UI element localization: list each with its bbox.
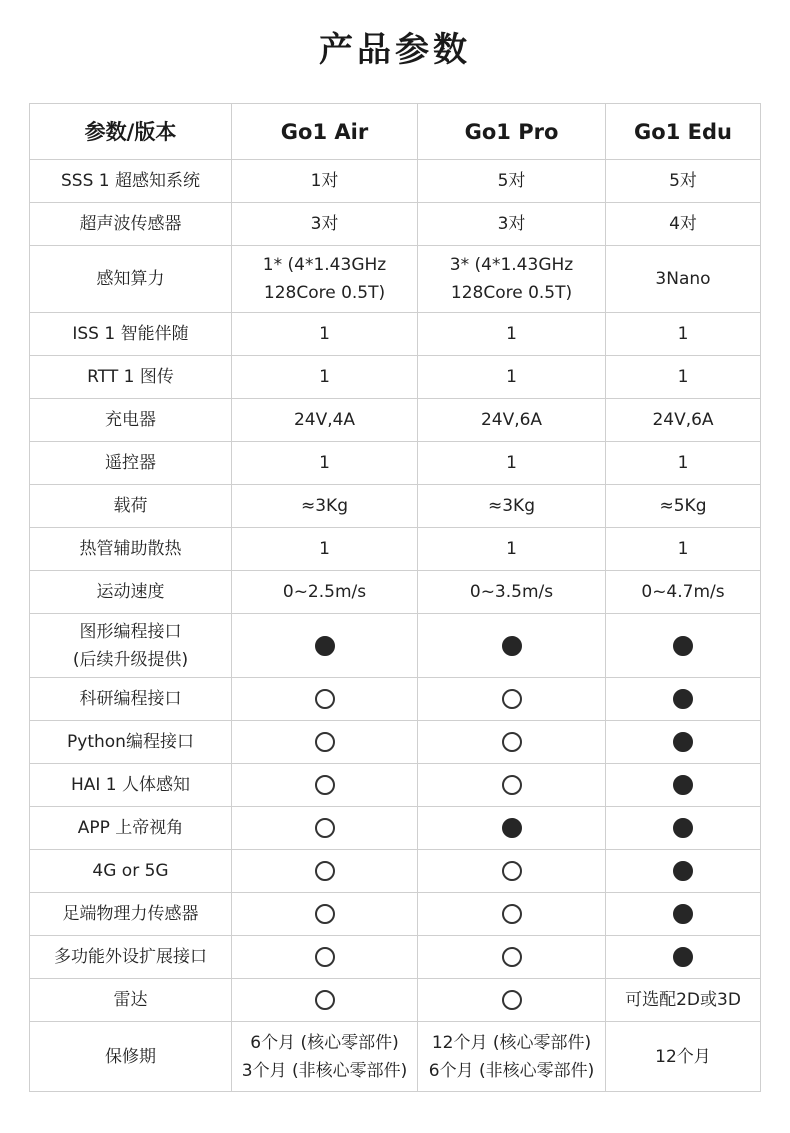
table-cell: 24V,4A [232,399,418,442]
table-row [30,203,761,246]
row-label: APP 上帝视角 [30,807,232,850]
page-title: 产品参数 [319,30,471,70]
table-cell [418,893,606,936]
table-cell [232,764,418,807]
filled-circle-icon [502,818,522,838]
table-cell [232,807,418,850]
filled-circle-icon [673,818,693,838]
table-cell [418,979,606,1022]
row-label: 图形编程接口 (后续升级提供) [30,614,232,678]
empty-circle-icon [502,904,522,924]
table-row [30,807,761,850]
table-cell [606,936,761,979]
table-cell [418,807,606,850]
table-cell: 6个月 (核心零部件) 3个月 (非核心零部件) [232,1022,418,1092]
filled-circle-icon [673,689,693,709]
table-cell: 0~2.5m/s [232,571,418,614]
filled-circle-icon [315,636,335,656]
row-label: 足端物理力传感器 [30,893,232,936]
empty-circle-icon [502,732,522,752]
table-cell [418,764,606,807]
table-row [30,160,761,203]
empty-circle-icon [315,818,335,838]
table-cell: 1对 [232,160,418,203]
table-cell [606,893,761,936]
row-label: 遥控器 [30,442,232,485]
empty-circle-icon [315,689,335,709]
row-label: 感知算力 [30,246,232,313]
table-cell [606,764,761,807]
filled-circle-icon [673,904,693,924]
table-cell [418,721,606,764]
row-label: Python编程接口 [30,721,232,764]
table-cell [606,678,761,721]
table-cell: 1 [418,528,606,571]
table-cell [232,678,418,721]
filled-circle-icon [673,775,693,795]
row-label: HAI 1 人体感知 [30,764,232,807]
table-cell [606,721,761,764]
empty-circle-icon [502,947,522,967]
empty-circle-icon [502,775,522,795]
table-cell [418,614,606,678]
table-cell: 24V,6A [418,399,606,442]
header-cell-go1-edu: Go1 Edu [606,104,761,160]
table-row [30,246,761,313]
table-cell: 3* (4*1.43GHz 128Core 0.5T) [418,246,606,313]
table-row [30,356,761,399]
row-label: 运动速度 [30,571,232,614]
table-cell [232,721,418,764]
table-cell: 1 [232,313,418,356]
table-cell [418,850,606,893]
table-cell: 3Nano [606,246,761,313]
row-label: 雷达 [30,979,232,1022]
filled-circle-icon [673,947,693,967]
table-cell: ≈3Kg [232,485,418,528]
empty-circle-icon [315,990,335,1010]
empty-circle-icon [315,732,335,752]
table-cell [418,678,606,721]
table-cell: 1 [418,356,606,399]
header-row [30,104,761,160]
table-row [30,528,761,571]
table-row [30,399,761,442]
filled-circle-icon [673,732,693,752]
table-cell [606,614,761,678]
table-row [30,678,761,721]
table-cell: ≈3Kg [418,485,606,528]
table-cell: 1 [606,313,761,356]
filled-circle-icon [502,636,522,656]
table-row [30,893,761,936]
row-label: 4G or 5G [30,850,232,893]
table-cell: 可选配2D或3D [606,979,761,1022]
table-cell: 1 [232,442,418,485]
table-row [30,614,761,678]
table-cell: 1 [606,442,761,485]
table-cell [232,614,418,678]
table-cell: 1* (4*1.43GHz 128Core 0.5T) [232,246,418,313]
table-row [30,936,761,979]
table-row [30,979,761,1022]
row-label: 科研编程接口 [30,678,232,721]
empty-circle-icon [315,947,335,967]
row-label: 充电器 [30,399,232,442]
row-label: ISS 1 智能伴随 [30,313,232,356]
table-cell: 1 [232,528,418,571]
table-row [30,764,761,807]
table-cell: 1 [418,313,606,356]
spec-table [29,103,761,1092]
table-row [30,721,761,764]
table-row [30,1022,761,1092]
table-cell: 1 [606,356,761,399]
table-cell: 3对 [232,203,418,246]
table-cell: 1 [418,442,606,485]
table-cell: 5对 [418,160,606,203]
table-cell: 3对 [418,203,606,246]
header-cell-param: 参数/版本 [30,104,232,160]
empty-circle-icon [315,775,335,795]
table-cell: 12个月 [606,1022,761,1092]
table-cell [232,850,418,893]
empty-circle-icon [315,861,335,881]
row-label: 多功能外设扩展接口 [30,936,232,979]
table-cell [232,893,418,936]
table-cell: 0~3.5m/s [418,571,606,614]
row-label: 保修期 [30,1022,232,1092]
table-cell: 12个月 (核心零部件) 6个月 (非核心零部件) [418,1022,606,1092]
filled-circle-icon [673,636,693,656]
table-row [30,313,761,356]
header-cell-go1-pro: Go1 Pro [418,104,606,160]
table-cell: 1 [232,356,418,399]
table-row [30,571,761,614]
table-cell: 4对 [606,203,761,246]
table-cell [232,979,418,1022]
table-cell: 24V,6A [606,399,761,442]
filled-circle-icon [673,861,693,881]
table-row [30,850,761,893]
header-cell-go1-air: Go1 Air [232,104,418,160]
table-cell: 0~4.7m/s [606,571,761,614]
empty-circle-icon [502,689,522,709]
table-cell [606,807,761,850]
spec-table-body [30,160,761,1092]
table-cell: 5对 [606,160,761,203]
row-label: 热管辅助散热 [30,528,232,571]
row-label: SSS 1 超感知系统 [30,160,232,203]
table-cell: ≈5Kg [606,485,761,528]
table-cell [418,936,606,979]
row-label: 超声波传感器 [30,203,232,246]
table-cell [232,936,418,979]
table-cell [606,850,761,893]
empty-circle-icon [315,904,335,924]
table-row [30,442,761,485]
row-label: RTT 1 图传 [30,356,232,399]
empty-circle-icon [502,990,522,1010]
row-label: 载荷 [30,485,232,528]
empty-circle-icon [502,861,522,881]
table-cell: 1 [606,528,761,571]
table-row [30,485,761,528]
